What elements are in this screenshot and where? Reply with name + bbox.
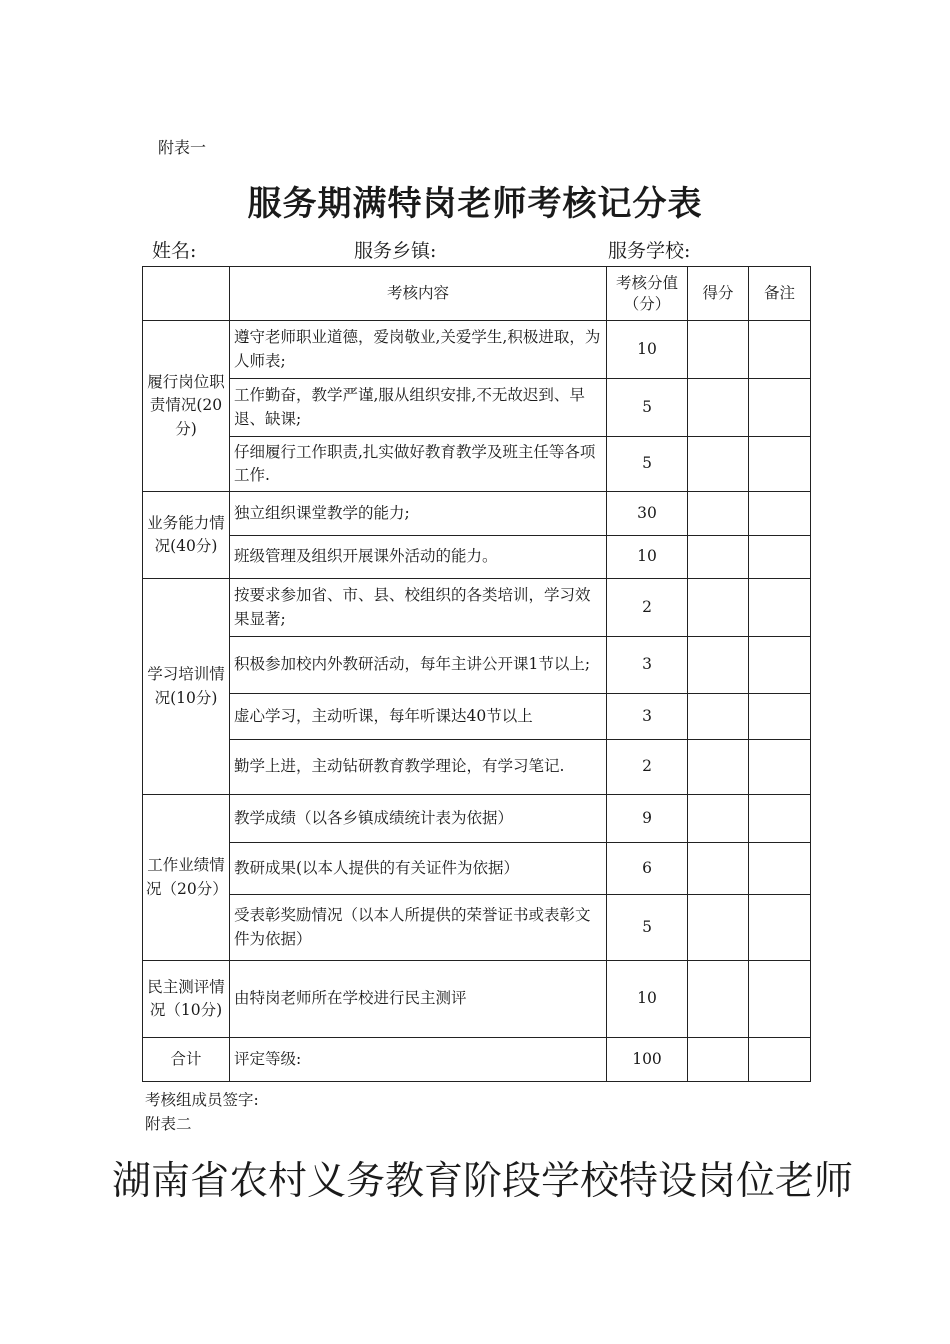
remarks-cell[interactable] (749, 740, 811, 795)
item-text: 教研成果(以本人提供的有关证件为依据） (230, 843, 607, 895)
item-score: 10 (607, 321, 688, 379)
score-got-cell[interactable] (688, 694, 749, 740)
category-cell: 民主测评情况（10分) (143, 961, 230, 1038)
table-row (143, 437, 811, 492)
remarks-cell[interactable] (749, 961, 811, 1038)
table-row (143, 895, 811, 961)
category-cell: 履行岗位职责情况(20分) (143, 321, 230, 492)
total-row (143, 1038, 811, 1082)
table-row (143, 579, 811, 637)
score-got-cell[interactable] (688, 961, 749, 1038)
header-score-got: 得分 (688, 267, 749, 321)
score-got-cell[interactable] (688, 437, 749, 492)
signature-label: 考核组成员签字: (145, 1091, 259, 1109)
total-label: 合计 (143, 1038, 230, 1082)
item-text: 班级管理及组织开展课外活动的能力。 (230, 536, 607, 579)
score-got-cell[interactable] (688, 492, 749, 536)
table-row (143, 637, 811, 694)
item-score: 5 (607, 437, 688, 492)
item-score: 9 (607, 795, 688, 843)
score-got-cell[interactable] (688, 321, 749, 379)
item-text: 独立组织课堂教学的能力; (230, 492, 607, 536)
score-got-cell[interactable] (688, 843, 749, 895)
table-row (143, 795, 811, 843)
item-score: 5 (607, 895, 688, 961)
item-text: 积极参加校内外教研活动，每年主讲公开课1节以上; (230, 637, 607, 694)
category-cell: 学习培训情况(10分) (143, 579, 230, 795)
header-content: 考核内容 (230, 267, 607, 321)
score-got-cell[interactable] (688, 795, 749, 843)
item-text: 受表彰奖励情况（以本人所提供的荣誉证书或表彰文件为依据） (230, 895, 607, 961)
category-cell: 工作业绩情况（20分） (143, 795, 230, 961)
item-score: 5 (607, 379, 688, 437)
table-row (143, 321, 811, 379)
score-got-cell[interactable] (688, 379, 749, 437)
header-score-value: 考核分值（分） (607, 267, 688, 321)
item-score: 2 (607, 740, 688, 795)
table-header-row (143, 267, 811, 321)
item-score: 2 (607, 579, 688, 637)
item-text: 教学成绩（以各乡镇成绩统计表为依据） (230, 795, 607, 843)
remarks-cell[interactable] (749, 795, 811, 843)
score-got-cell[interactable] (688, 740, 749, 795)
item-text: 按要求参加省、市、县、校组织的各类培训，学习效果显著; (230, 579, 607, 637)
remarks-cell[interactable] (749, 321, 811, 379)
remarks-cell[interactable] (749, 843, 811, 895)
remarks-cell[interactable] (749, 895, 811, 961)
score-got-cell[interactable] (688, 536, 749, 579)
table-row (143, 379, 811, 437)
item-score: 10 (607, 536, 688, 579)
table-row (143, 536, 811, 579)
remarks-cell[interactable] (749, 536, 811, 579)
second-title: 湖南省农村义务教育阶段学校特设岗位老师 (111, 1159, 853, 1204)
score-got-cell[interactable] (688, 637, 749, 694)
total-score: 100 (607, 1038, 688, 1082)
remarks-cell[interactable] (749, 492, 811, 536)
page-title: 服务期满特岗老师考核记分表 (247, 184, 703, 224)
item-score: 3 (607, 694, 688, 740)
attachment2-label: 附表二 (145, 1115, 192, 1133)
item-score: 30 (607, 492, 688, 536)
item-text: 遵守老师职业道德，爱岗敬业,关爱学生,积极进取，为人师表; (230, 321, 607, 379)
remarks-cell[interactable] (749, 694, 811, 740)
rating-grade-label: 评定等级: (230, 1038, 607, 1082)
table-row (143, 740, 811, 795)
table-row (143, 961, 811, 1038)
name-label: 姓名: (152, 240, 197, 262)
info-row (0, 236, 950, 264)
remarks-cell[interactable] (749, 379, 811, 437)
table-row (143, 492, 811, 536)
score-got-cell[interactable] (688, 579, 749, 637)
item-score: 6 (607, 843, 688, 895)
item-score: 10 (607, 961, 688, 1038)
total-score-got-cell[interactable] (688, 1038, 749, 1082)
service-town-label: 服务乡镇: (354, 240, 437, 262)
remarks-cell[interactable] (749, 637, 811, 694)
table-row (143, 694, 811, 740)
header-empty-cell (143, 267, 230, 321)
remarks-cell[interactable] (749, 579, 811, 637)
assessment-table (142, 266, 811, 1082)
item-text: 虚心学习，主动听课，每年听课达40节以上 (230, 694, 607, 740)
table-row (143, 843, 811, 895)
item-text: 仔细履行工作职责,扎实做好教育教学及班主任等各项工作. (230, 437, 607, 492)
item-text: 工作勤奋，教学严谨,服从组织安排,不无故迟到、早退、缺课; (230, 379, 607, 437)
attachment-label: 附表一 (158, 138, 207, 157)
item-text: 由特岗老师所在学校进行民主测评 (230, 961, 607, 1038)
service-school-label: 服务学校: (608, 240, 691, 262)
item-text: 勤学上进，主动钻研教育教学理论，有学习笔记. (230, 740, 607, 795)
header-remarks: 备注 (749, 267, 811, 321)
remarks-cell[interactable] (749, 437, 811, 492)
total-remarks-cell[interactable] (749, 1038, 811, 1082)
score-got-cell[interactable] (688, 895, 749, 961)
item-score: 3 (607, 637, 688, 694)
category-cell: 业务能力情况(40分) (143, 492, 230, 579)
